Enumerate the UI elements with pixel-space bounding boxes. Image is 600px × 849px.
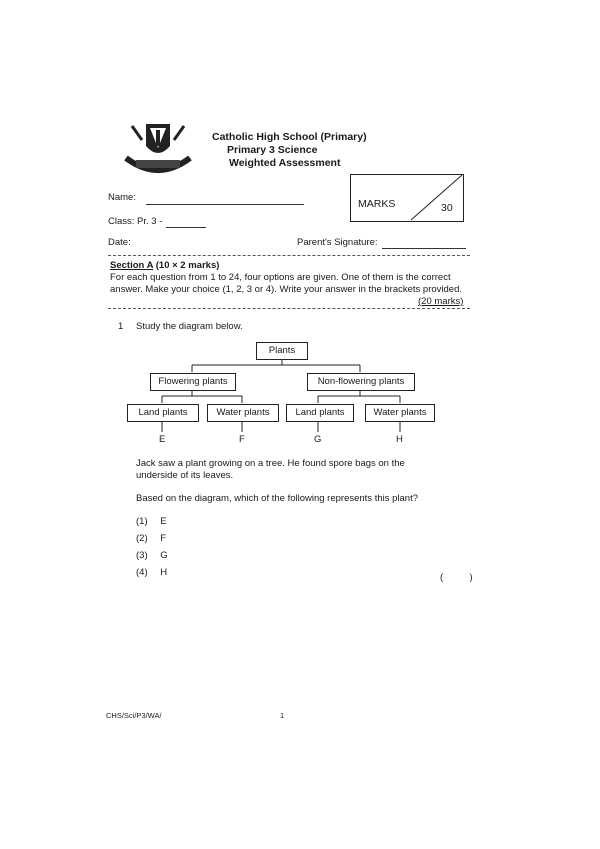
- section-a-total-marks: (20 marks): [418, 296, 464, 307]
- diagram-flowering-plants: Flowering plants: [150, 373, 236, 391]
- option-3-number: (3): [136, 550, 148, 561]
- option-4: [136, 567, 167, 578]
- question-text-line-2: underside of its leaves.: [136, 470, 234, 481]
- name-label: Name:: [108, 192, 136, 203]
- instructions-line-1: For each question from 1 to 24, four options are given. One of them is the correct: [110, 272, 451, 283]
- option-1-number: (1): [136, 516, 148, 527]
- option-3-text: G: [160, 550, 168, 561]
- diagram-letter-g: G: [314, 434, 322, 445]
- section-a-marks-note: (10 × 2 marks): [155, 260, 220, 271]
- question-ask: Based on the diagram, which of the following represents this plant?: [136, 493, 418, 504]
- marks-total: 30: [441, 202, 453, 214]
- diagram-letter-e: E: [159, 434, 166, 445]
- question-prompt: Study the diagram below.: [136, 321, 243, 332]
- instructions-line-2: answer. Make your choice (1, 2, 3 or 4). Write your answer in the brackets provided.: [110, 284, 463, 295]
- option-1-text: E: [160, 516, 167, 527]
- diagram-root-plants: Plants: [256, 342, 308, 360]
- footer-code: CHS/Sci/P3/WA/: [106, 711, 162, 720]
- option-4-text: H: [160, 567, 168, 578]
- question-text-line-1: Jack saw a plant growing on a tree. He found spore bags on the: [136, 458, 405, 469]
- subject-title: Primary 3 Science: [227, 144, 318, 156]
- option-2-text: F: [160, 533, 167, 544]
- class-label: Class: Pr. 3 -: [108, 216, 163, 227]
- date-label: Date:: [108, 237, 131, 248]
- footer-page-number: 1: [280, 711, 285, 720]
- marks-label: MARKS: [358, 198, 396, 210]
- diagram-land-plants-non-flowering: Land plants: [286, 404, 354, 422]
- option-1: [136, 516, 167, 527]
- diagram-water-plants-non-flowering: Water plants: [365, 404, 435, 422]
- parent-signature-label: Parent's Signature:: [297, 237, 378, 248]
- option-4-number: (4): [136, 567, 148, 578]
- option-2: [136, 533, 166, 544]
- answer-bracket[interactable]: ( ): [440, 572, 473, 583]
- school-name: Catholic High School (Primary): [212, 131, 367, 143]
- section-a-title: Section A: [110, 260, 154, 271]
- diagram-land-plants-flowering: Land plants: [127, 404, 199, 422]
- diagram-non-flowering-plants: Non-flowering plants: [307, 373, 415, 391]
- diagram-letter-h: H: [396, 434, 403, 445]
- diagram-letter-f: F: [239, 434, 245, 445]
- option-3: [136, 550, 168, 561]
- assessment-title: Weighted Assessment: [229, 157, 341, 169]
- diagram-water-plants-flowering: Water plants: [207, 404, 279, 422]
- option-2-number: (2): [136, 533, 148, 544]
- question-number: 1: [118, 321, 124, 332]
